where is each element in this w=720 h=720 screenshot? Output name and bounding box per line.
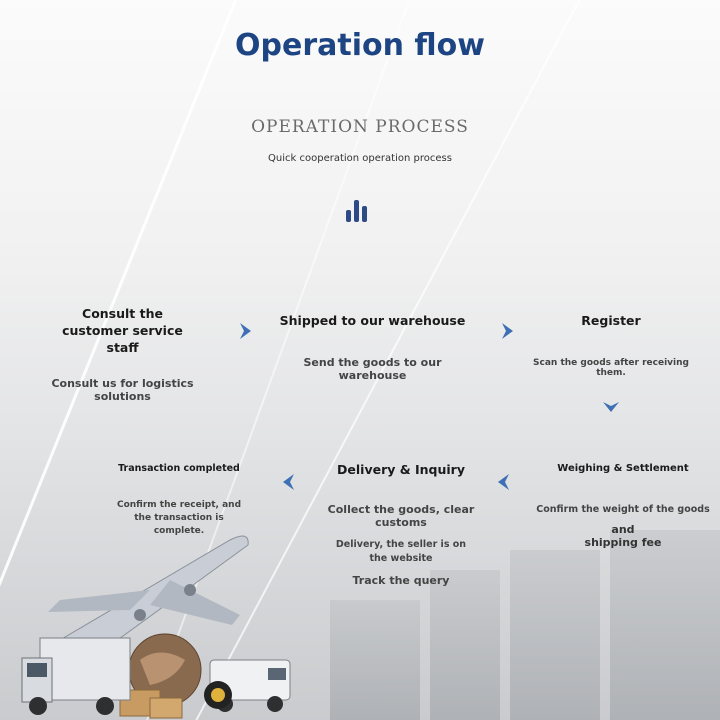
- step-weighing: [528, 463, 718, 549]
- truck-icon: [22, 638, 130, 715]
- step-desc: Consult us for logistics solutions: [51, 377, 194, 403]
- arrow-left-icon: [493, 472, 513, 492]
- section-tagline: Quick cooperation operation process: [268, 153, 452, 164]
- arrow-right-icon: [498, 321, 518, 341]
- step-desc: Collect the goods, clear customs: [327, 503, 475, 529]
- step-desc: Scan the goods after receiving them.: [533, 358, 689, 378]
- step-desc: Track the query: [352, 574, 450, 587]
- bar-chart-icon: [346, 198, 368, 222]
- step-title: Transaction completed: [118, 463, 240, 474]
- step-desc: Confirm the receipt, and the transaction is complete.: [116, 500, 242, 536]
- arrow-down-icon: [601, 397, 621, 417]
- step-consult: [30, 305, 215, 403]
- step-desc: Send the goods to our warehouse: [303, 356, 442, 382]
- logistics-illustration: [0, 520, 320, 720]
- page-title: Operation flow: [235, 28, 485, 63]
- step-desc: Confirm the weight of the goods: [536, 504, 710, 515]
- step-desc: and: [611, 523, 635, 536]
- step-title: Shipped to our warehouse: [279, 313, 466, 328]
- section-subtitle: OPERATION PROCESS: [251, 117, 469, 137]
- step-title: Delivery & Inquiry: [337, 462, 465, 477]
- step-shipped: [275, 313, 470, 382]
- arrow-left-icon: [278, 472, 298, 492]
- arrow-right-icon: [236, 321, 256, 341]
- step-title: Consult the customer service staff: [62, 306, 183, 355]
- step-delivery: [306, 462, 496, 587]
- step-desc: shipping fee: [584, 536, 662, 549]
- step-title: Register: [581, 313, 641, 328]
- step-desc: Delivery, the seller is on the website: [335, 539, 467, 564]
- step-register: [526, 313, 696, 378]
- step-title: Weighing & Settlement: [557, 463, 689, 474]
